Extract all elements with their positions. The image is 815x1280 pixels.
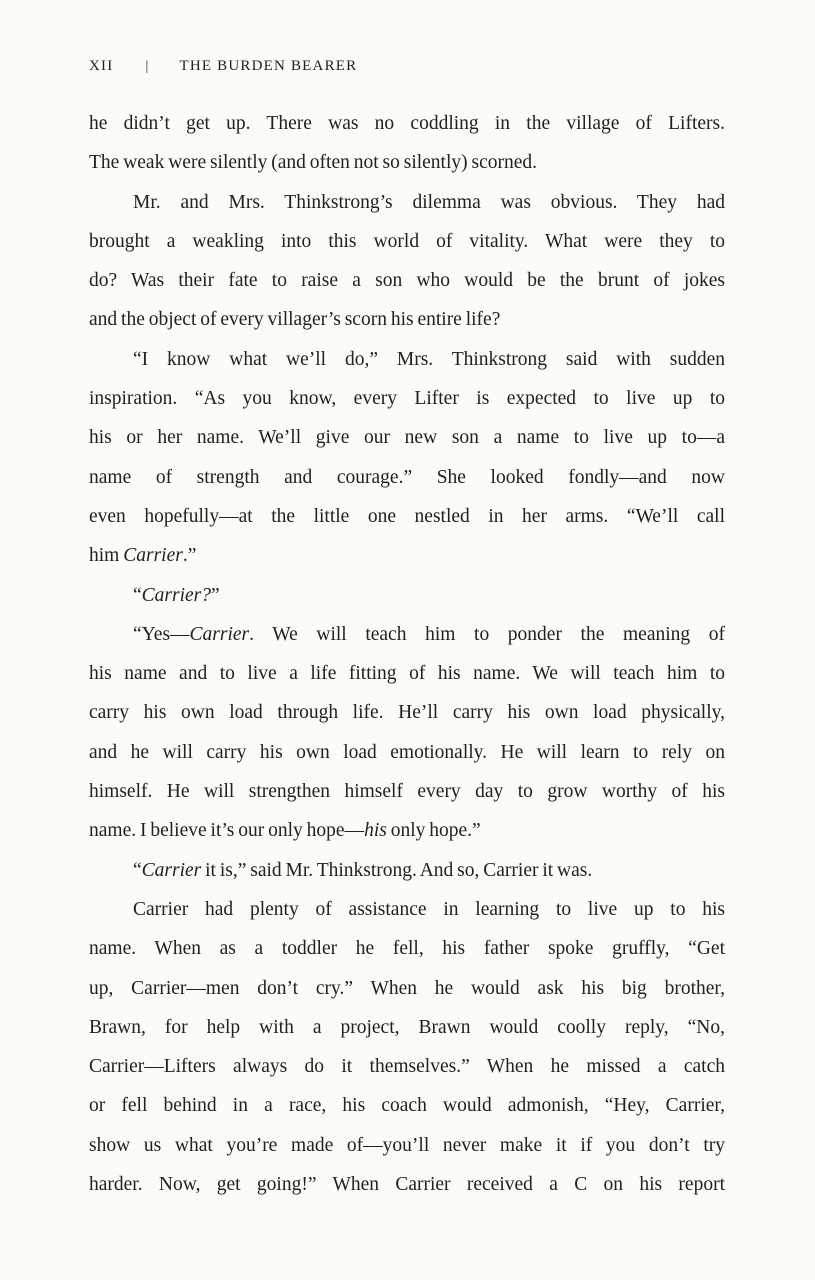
text-line: and the object of every villager’s scorn his entire life? [89,309,501,331]
text-line: name. When as a toddler he fell, his father spoke gruffly, “Get [89,938,725,960]
text-line: The weak were silently (and often not so silently) scorned. [89,152,538,174]
text-line: harder. Now, get going!” When Carrier received a C on his report [89,1174,725,1196]
text-line: “Carrier?” [133,584,220,606]
text-line: name. I believe it’s our only hope—his only hope.” [89,820,481,842]
page-body [89,104,725,1204]
text-line: “I know what we’ll do,” Mrs. Thinkstrong said with sudden [133,348,725,370]
text-line: “Carrier it is,” said Mr. Thinkstrong. And so, Carrier it was. [133,859,593,881]
page-header [89,57,725,76]
page-number: XII [89,58,114,74]
text-line: and he will carry his own load emotionally. He will learn to rely on [89,741,725,763]
text-line: Brawn, for help with a project, Brawn would coolly reply, “No, [89,1016,725,1038]
text-line: even hopefully—at the little one nestled in her arms. “We’ll call [89,505,725,527]
running-title: THE BURDEN BEARER [179,58,358,74]
text-line: up, Carrier—men don’t cry.” When he would ask his big brother, [89,977,725,999]
text-line: he didn’t get up. There was no coddling in the village of Lifters. [89,113,725,134]
text-line: Carrier—Lifters always do it themselves.” When he missed a catch [89,1056,725,1078]
text-line: his name and to live a life fitting of his name. We will teach him to [89,663,725,685]
text-line: inspiration. “As you know, every Lifter is expected to live up to [89,388,725,410]
text-line: him Carrier.” [89,545,197,567]
text-line: himself. He will strengthen himself every day to grow worthy of his [89,781,725,803]
text-line: carry his own load through life. He’ll carry his own load physically, [89,702,725,724]
header-separator: | [145,59,150,74]
text-line: brought a weakling into this world of vitality. What were they to [89,230,725,252]
text-line: “Yes—Carrier. We will teach him to ponder the meaning of [133,623,725,645]
text-line: Carrier had plenty of assistance in learning to live up to his [133,898,725,920]
text-line: or fell behind in a race, his coach would admonish, “Hey, Carrier, [89,1095,725,1117]
text-line: his or her name. We’ll give our new son a name to live up to—a [89,427,725,449]
text-line: name of strength and courage.” She looked fondly—and now [89,466,725,488]
text-line: do? Was their fate to raise a son who would be the brunt of jokes [89,270,725,292]
text-line: Mr. and Mrs. Thinkstrong’s dilemma was obvious. They had [133,191,725,213]
text-line: show us what you’re made of—you’ll never make it if you don’t try [89,1134,725,1156]
